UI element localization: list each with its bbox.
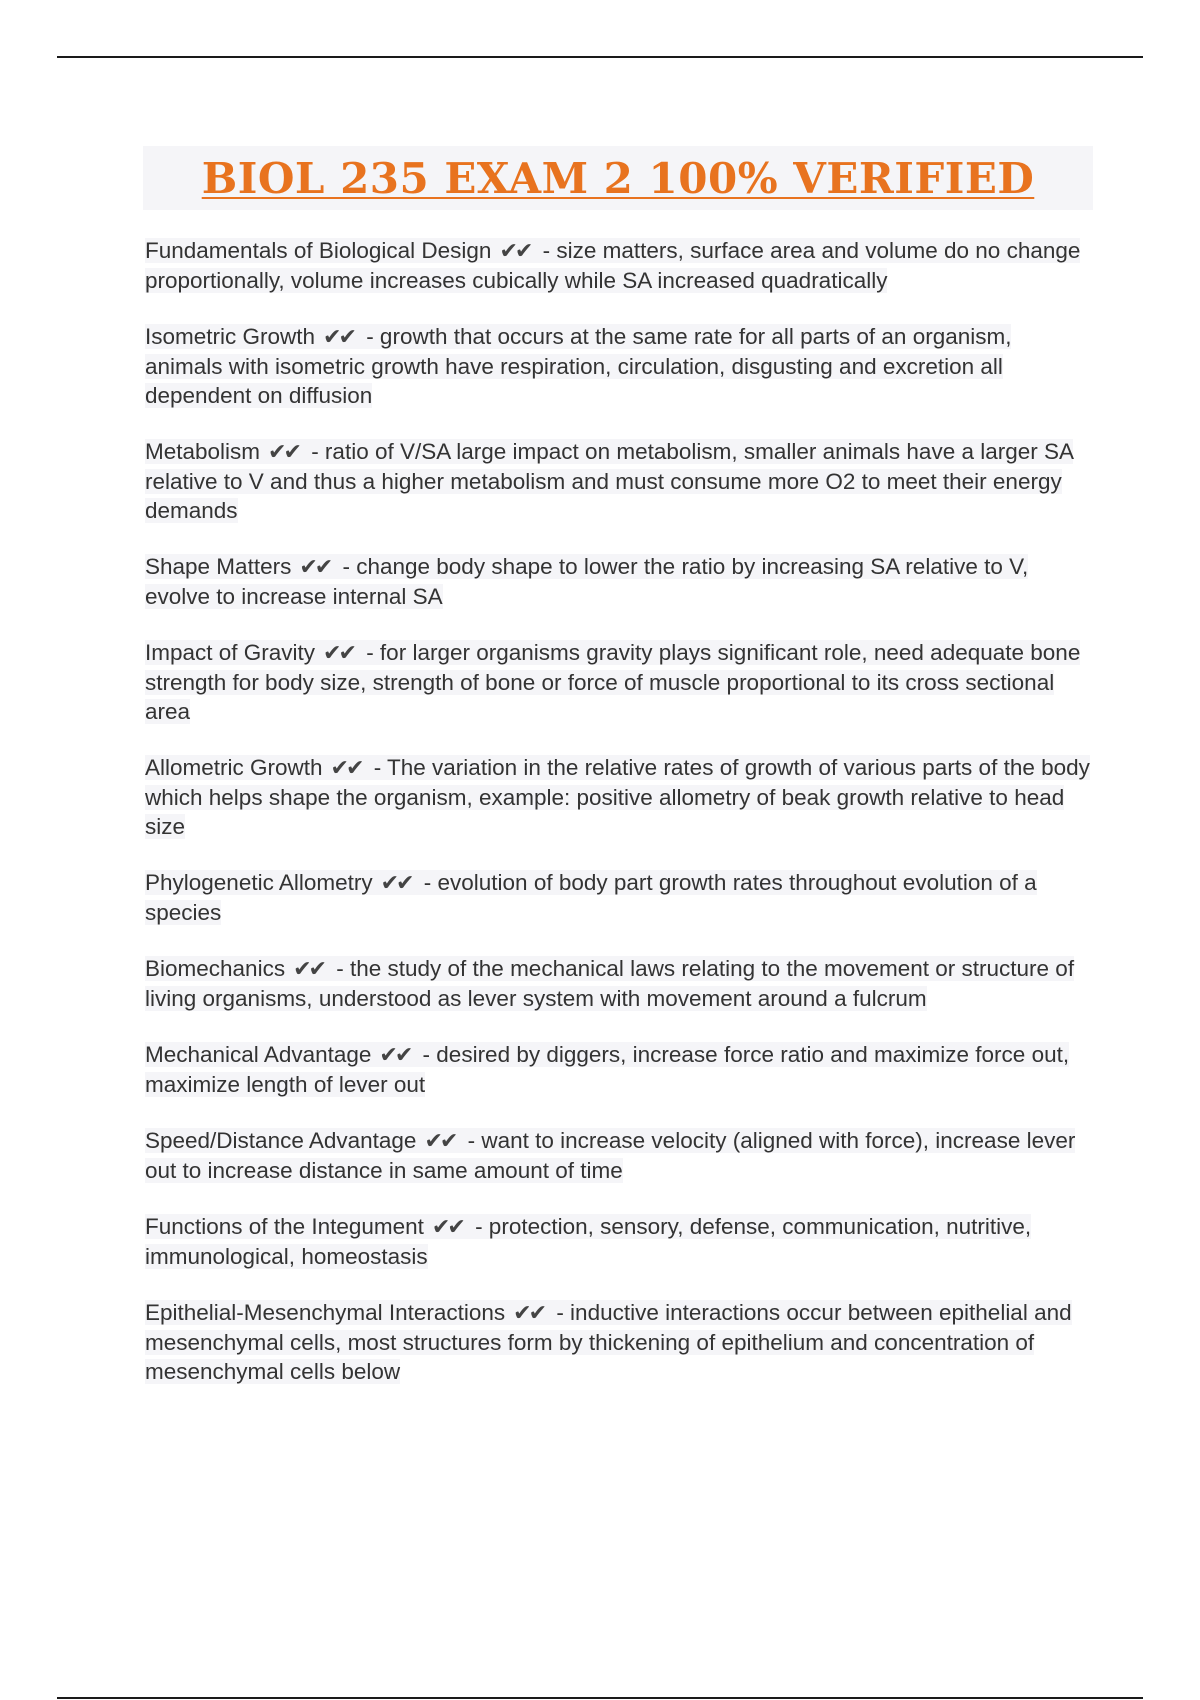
double-check-icon: ✔✔ bbox=[323, 641, 354, 666]
entry-definition: - size matters, surface area and volume do no change proportionally, volume increases cubically while SA increased quadratically bbox=[145, 238, 1081, 293]
entry-term: Biomechanics bbox=[145, 956, 286, 981]
entry-definition: - inductive interactions occur between epithelial and mesenchymal cells, most structures form by thickening of epithelium and concentration of mesenchymal cells below bbox=[145, 1300, 1072, 1384]
entry-definition: - protection, sensory, defense, communication, nutritive, immunological, homeostasis bbox=[145, 1214, 1032, 1269]
flashcard-entry bbox=[145, 638, 1090, 726]
entry-term: Fundamentals of Biological Design bbox=[145, 238, 492, 263]
flashcard-entry bbox=[145, 1298, 1090, 1386]
flashcard-entry bbox=[145, 437, 1090, 525]
entry-definition: - evolution of body part growth rates throughout evolution of a species bbox=[145, 870, 1037, 925]
entry-definition: - The variation in the relative rates of growth of various parts of the body which helps shape the organism, example: positive allometry of beak growth relative to head size bbox=[145, 755, 1090, 839]
double-check-icon: ✔✔ bbox=[268, 440, 299, 465]
header-rule bbox=[57, 56, 1143, 58]
double-check-icon: ✔✔ bbox=[424, 1129, 456, 1154]
double-check-icon: ✔✔ bbox=[293, 957, 324, 982]
flashcard-entry bbox=[145, 1126, 1090, 1185]
entry-definition: - ratio of V/SA large impact on metabolism, smaller animals have a larger SA relative to V and thus a higher metabolism and must consume more O2 to meet their energy demands bbox=[145, 439, 1073, 523]
double-check-icon: ✔✔ bbox=[299, 555, 331, 580]
entry-term: Metabolism bbox=[145, 439, 261, 464]
flashcard-entry bbox=[145, 954, 1090, 1013]
flashcard-entry bbox=[145, 1040, 1090, 1099]
entry-definition: - the study of the mechanical laws relating to the movement or structure of living organisms, understood as lever system with movement around a fulcrum bbox=[145, 956, 1075, 1011]
title-banner bbox=[143, 146, 1093, 210]
flashcard-entry bbox=[145, 753, 1090, 841]
entry-term: Shape Matters bbox=[145, 554, 292, 579]
entry-term: Allometric Growth bbox=[145, 755, 323, 780]
flashcard-entry bbox=[145, 868, 1090, 927]
entry-term: Phylogenetic Allometry bbox=[145, 870, 373, 895]
double-check-icon: ✔✔ bbox=[431, 1215, 463, 1240]
flashcard-entry bbox=[145, 552, 1090, 611]
double-check-icon: ✔✔ bbox=[379, 1043, 411, 1068]
double-check-icon: ✔✔ bbox=[330, 756, 362, 781]
flashcard-entry bbox=[145, 1212, 1090, 1271]
double-check-icon: ✔✔ bbox=[323, 325, 354, 350]
entry-definition: - for larger organisms gravity plays significant role, need adequate bone strength for body size, strength of bone or force of muscle proportional to its cross sectional area bbox=[145, 640, 1081, 724]
entry-definition: - want to increase velocity (aligned with force), increase lever out to increase distance in same amount of time bbox=[145, 1128, 1076, 1183]
flashcard-entry bbox=[145, 322, 1090, 410]
double-check-icon: ✔✔ bbox=[499, 239, 531, 264]
flashcard-list bbox=[145, 236, 1090, 1413]
entry-term: Speed/Distance Advantage bbox=[145, 1128, 417, 1153]
double-check-icon: ✔✔ bbox=[380, 871, 412, 896]
footer-rule bbox=[57, 1697, 1143, 1699]
entry-term: Mechanical Advantage bbox=[145, 1042, 372, 1067]
entry-definition: - growth that occurs at the same rate for all parts of an organism, animals with isometric growth have respiration, circulation, disgusting and excretion all dependent on diffusion bbox=[145, 324, 1012, 408]
entry-definition: - desired by diggers, increase force ratio and maximize force out, maximize length of lever out bbox=[145, 1042, 1070, 1097]
flashcard-entry bbox=[145, 236, 1090, 295]
entry-term: Isometric Growth bbox=[145, 324, 316, 349]
entry-term: Impact of Gravity bbox=[145, 640, 316, 665]
double-check-icon: ✔✔ bbox=[513, 1301, 545, 1326]
page-title: BIOL 235 EXAM 2 100% VERIFIED bbox=[201, 154, 1035, 203]
entry-term: Functions of the Integument bbox=[145, 1214, 424, 1239]
entry-definition: - change body shape to lower the ratio by increasing SA relative to V, evolve to increase internal SA bbox=[145, 554, 1029, 609]
entry-term: Epithelial-Mesenchymal Interactions bbox=[145, 1300, 506, 1325]
